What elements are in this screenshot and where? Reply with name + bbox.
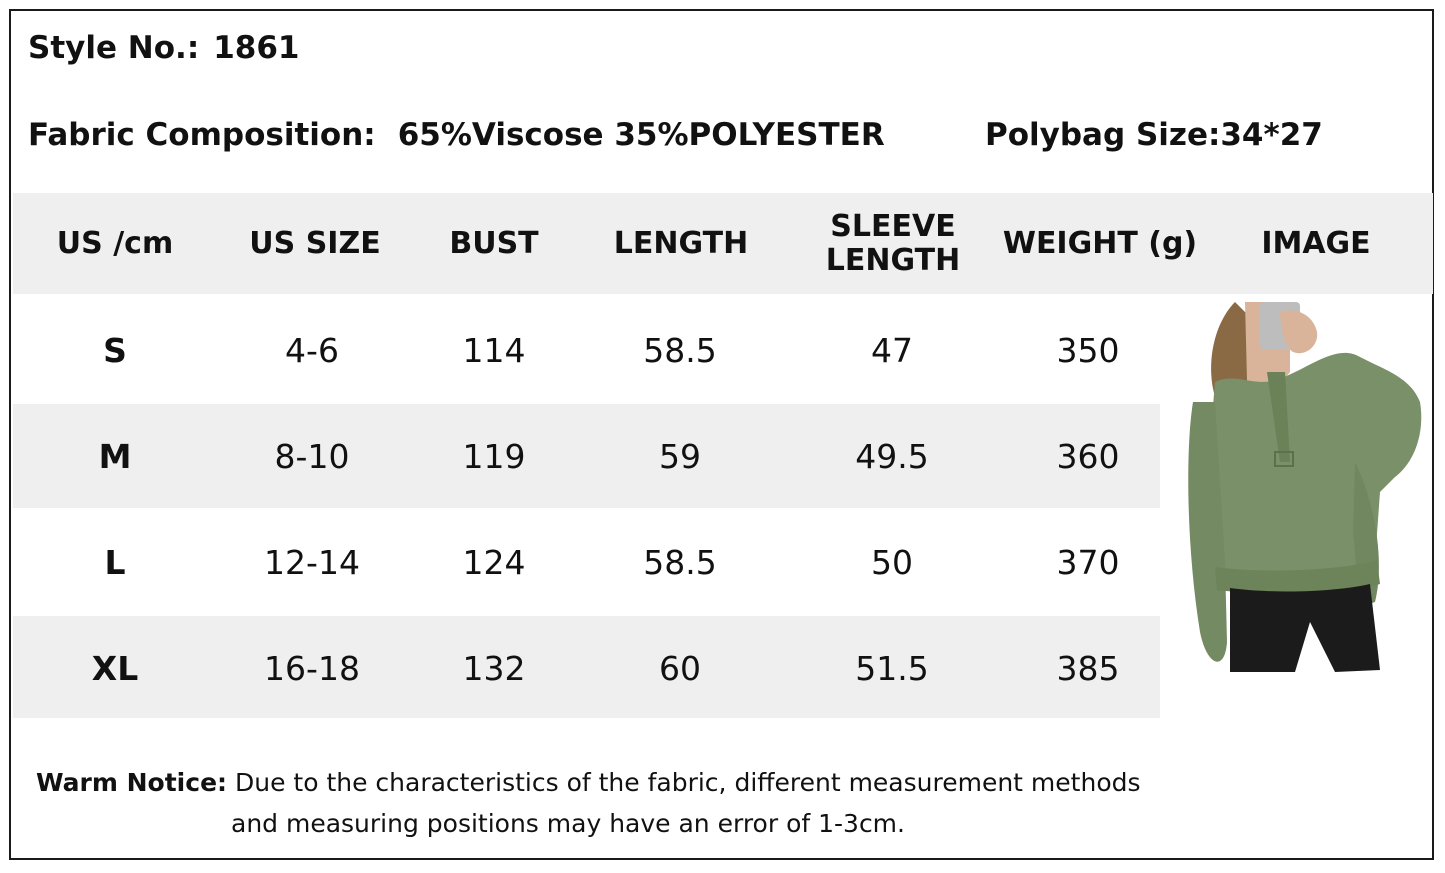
cell-s-size: S xyxy=(103,330,127,370)
row-band-m xyxy=(13,404,1160,508)
cell-m-bust: 119 xyxy=(462,436,526,476)
cell-l-bust: 124 xyxy=(462,542,526,582)
cell-m-sleeve: 49.5 xyxy=(855,436,929,476)
fabric-composition-label: Fabric Composition: xyxy=(28,117,376,153)
fabric-composition xyxy=(28,117,885,153)
product-image xyxy=(1185,302,1425,674)
cell-m-weight: 360 xyxy=(1056,436,1120,476)
cell-s-sleeve: 47 xyxy=(871,330,913,370)
style-number-label: Style No.: xyxy=(28,30,200,66)
style-number-value: 1861 xyxy=(213,30,300,66)
cell-s-length: 58.5 xyxy=(643,330,717,370)
column-header-length: LENGTH xyxy=(613,225,749,261)
cell-xl-us-size: 16-18 xyxy=(264,648,360,688)
cell-s-bust: 114 xyxy=(462,330,526,370)
polybag-size: Polybag Size:34*27 xyxy=(985,117,1323,153)
cell-xl-bust: 132 xyxy=(462,648,526,688)
sleeve-header-line1: SLEEVE xyxy=(830,208,956,244)
style-number xyxy=(28,30,300,66)
cell-xl-sleeve: 51.5 xyxy=(855,648,929,688)
column-header-us-cm: US /cm xyxy=(56,225,174,261)
cell-l-us-size: 12-14 xyxy=(264,542,360,582)
column-header-weight: WEIGHT (g) xyxy=(1002,225,1198,261)
warm-notice-line2: and measuring positions may have an error of 1-3cm. xyxy=(231,809,905,838)
cell-m-size: M xyxy=(98,436,132,476)
warm-notice xyxy=(36,762,1141,844)
cell-l-weight: 370 xyxy=(1056,542,1120,582)
cell-l-sleeve: 50 xyxy=(871,542,913,582)
sweatshirt-illustration xyxy=(1185,302,1425,674)
column-header-bust: BUST xyxy=(449,225,539,261)
fabric-composition-value: 65%Viscose 35%POLYESTER xyxy=(397,117,885,153)
cell-xl-length: 60 xyxy=(659,648,701,688)
cell-s-weight: 350 xyxy=(1056,330,1120,370)
cell-xl-size: XL xyxy=(91,648,139,688)
cell-xl-weight: 385 xyxy=(1056,648,1120,688)
cell-m-length: 59 xyxy=(659,436,701,476)
sleeve-header-line2: LENGTH xyxy=(825,242,961,278)
warm-notice-label: Warm Notice: xyxy=(36,768,228,797)
warm-notice-line1: Due to the characteristics of the fabric, different measurement methods xyxy=(234,768,1141,797)
cell-l-length: 58.5 xyxy=(643,542,717,582)
cell-l-size: L xyxy=(104,542,126,582)
column-header-image: IMAGE xyxy=(1261,225,1371,261)
column-header-sleeve-length xyxy=(826,193,960,294)
column-header-us-size: US SIZE xyxy=(249,225,381,261)
cell-s-us-size: 4-6 xyxy=(285,330,339,370)
row-band-xl xyxy=(13,616,1160,718)
cell-m-us-size: 8-10 xyxy=(274,436,350,476)
